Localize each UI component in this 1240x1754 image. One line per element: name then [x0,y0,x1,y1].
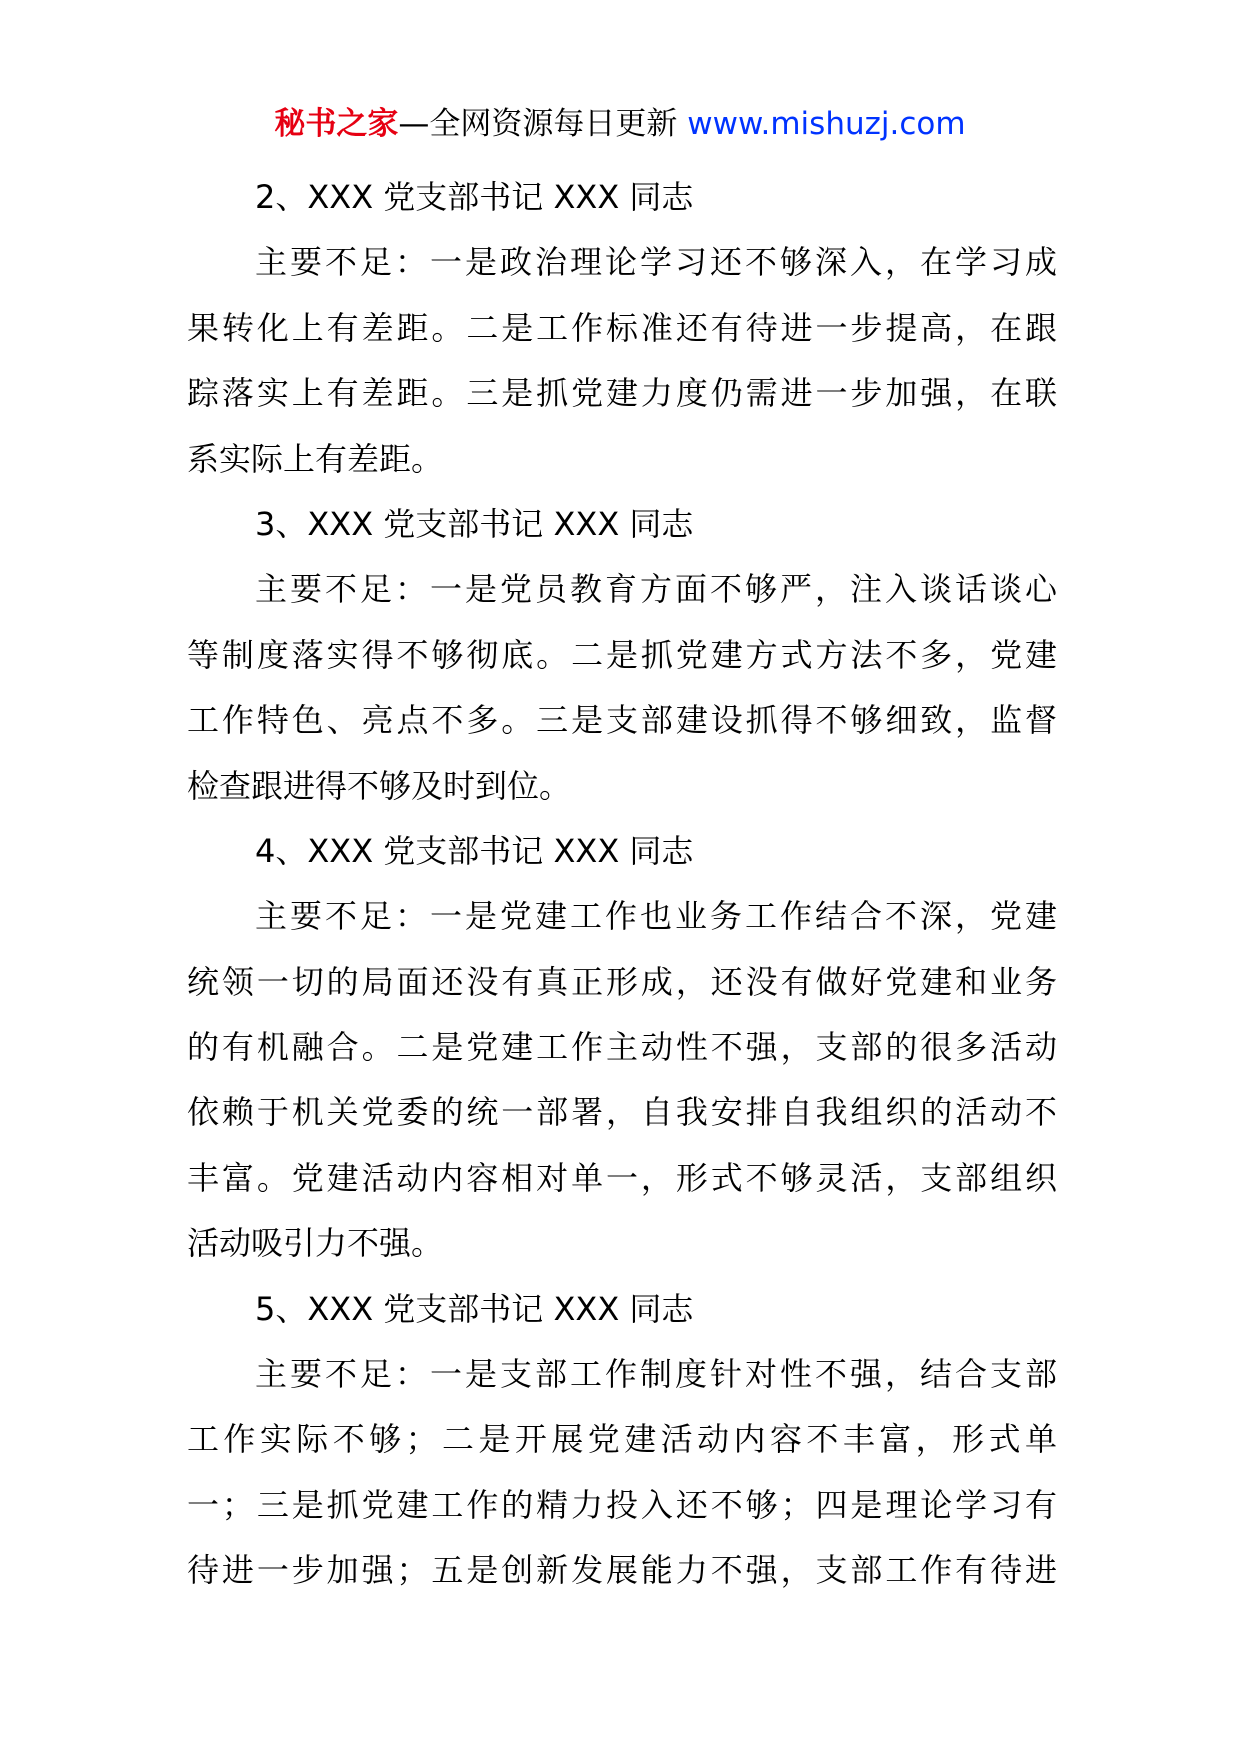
paragraph-line: 主要不足：一是支部工作制度针对性不强，结合支部 [255,1355,1057,1394]
header-slogan: —全网资源每日更新 [398,106,688,142]
section-heading: 3、XXX 党支部书记 XXX 同志 [255,504,694,543]
paragraph-line: 主要不足：一是党员教育方面不够严，注入谈话谈心 [255,570,1057,609]
paragraph-line: 踪落实上有差距。三是抓党建力度仍需进一步加强，在联 [187,374,1057,413]
paragraph-line: 一；三是抓党建工作的精力投入还不够；四是理论学习有 [187,1485,1057,1524]
paragraph-line: 活动吸引力不强。 [187,1224,444,1263]
section-heading: 5、XXX 党支部书记 XXX 同志 [255,1289,694,1328]
paragraph-line: 工作特色、亮点不多。三是支部建设抓得不够细致，监督 [187,701,1057,740]
paragraph-line: 待进一步加强；五是创新发展能力不强，支部工作有待进 [187,1551,1057,1590]
paragraph-line: 主要不足：一是党建工作也业务工作结合不深，党建 [255,897,1057,936]
brand-name: 秘书之家 [274,106,399,142]
site-header [0,101,1240,147]
paragraph-line: 丰富。党建活动内容相对单一，形式不够灵活，支部组织 [187,1158,1057,1197]
paragraph-line: 依赖于机关党委的统一部署，自我安排自我组织的活动不 [187,1093,1057,1132]
paragraph-line: 检查跟进得不够及时到位。 [187,766,572,805]
paragraph-line: 等制度落实得不够彻底。二是抓党建方式方法不多，党建 [187,635,1057,674]
paragraph-line: 果转化上有差距。二是工作标准还有待进一步提高，在跟 [187,308,1057,347]
website-link[interactable]: www.mishuzj.com [687,106,966,142]
paragraph-line: 的有机融合。二是党建工作主动性不强，支部的很多活动 [187,1028,1057,1067]
section-heading: 2、XXX 党支部书记 XXX 同志 [255,178,694,216]
section-heading: 4、XXX 党支部书记 XXX 同志 [255,831,694,870]
document-body [187,165,1057,1604]
paragraph-line: 工作实际不够；二是开展党建活动内容不丰富，形式单 [187,1420,1057,1459]
paragraph-line: 统领一切的局面还没有真正形成，还没有做好党建和业务 [187,962,1057,1001]
paragraph-line: 主要不足：一是政治理论学习还不够深入，在学习成 [255,243,1057,282]
paragraph-line: 系实际上有差距。 [187,439,444,478]
